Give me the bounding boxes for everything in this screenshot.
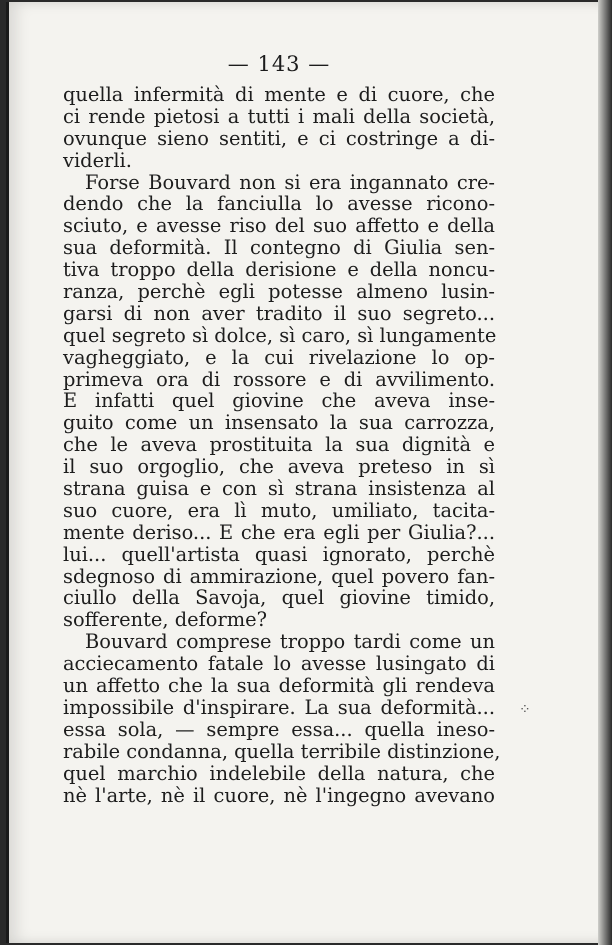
text-line: viderli.: [63, 148, 132, 172]
text-line: garsi di non aver tradito il suo segreto...: [63, 301, 495, 325]
text-line: ciullo della Savoja, quel giovine timido,: [63, 586, 495, 610]
text-line: quella infermità di mente e di cuore, che: [63, 83, 495, 106]
text-line: sciuto, e avesse riso del suo affetto e della: [63, 214, 495, 238]
page-edge-shadow: [598, 0, 612, 945]
text-line: ranza, perchè egli potesse almeno lusin-: [63, 280, 495, 304]
text-line: ovunque sieno sentiti, e ci costringe a di-: [63, 126, 495, 150]
text-line: che le aveva prostituita la sua dignità e: [63, 433, 495, 457]
text-line: mente deriso... E che era egli per Giulia?...: [63, 520, 495, 544]
page-number: — 143 —: [227, 52, 331, 76]
text-line: guito come un insensato la sua carrozza,: [63, 411, 495, 435]
text-line: quel segreto sì dolce, sì caro, sì lungamente: [63, 323, 497, 347]
text-line: essa sola, — sempre essa... quella ineso-: [63, 717, 495, 741]
text-line: Bouvard comprese troppo tardi come un: [85, 630, 495, 654]
text-line: sofferente, deforme?: [63, 608, 267, 632]
ink-speck-decoration: ⁘: [519, 702, 531, 718]
text-line: nè l'arte, nè il cuore, nè l'ingegno avevano: [63, 783, 495, 807]
text-line: tiva troppo della derisione e della noncu-: [63, 258, 495, 282]
text-line: sdegnoso di ammirazione, quel povero fan-: [63, 564, 495, 588]
text-line: quel marchio indelebile della natura, che: [63, 761, 495, 785]
text-line: impossibile d'inspirare. La sua deformità...: [63, 695, 495, 719]
text-line: sua deformità. Il contegno di Giulia sen-: [63, 236, 495, 260]
book-page: [6, 2, 609, 943]
text-line: acciecamento fatale lo avesse lusingato di: [63, 652, 495, 676]
text-line: il suo orgoglio, che aveva preteso in sì: [63, 455, 495, 479]
body-text: [63, 83, 501, 807]
text-line: suo cuore, era lì muto, umiliato, tacita-: [63, 498, 495, 522]
text-line: Forse Bouvard non si era ingannato cre-: [85, 170, 495, 194]
text-line: ci rende pietosi a tutti i mali della società,: [63, 104, 495, 128]
text-line: dendo che la fanciulla lo avesse ricono-: [63, 192, 495, 216]
text-line: primeva ora di rossore e di avvilimento.: [63, 367, 495, 391]
text-line: E infatti quel giovine che aveva inse-: [63, 389, 495, 413]
text-line: strana guisa e con sì strana insistenza al: [63, 477, 495, 501]
text-line: un affetto che la sua deformità gli rendeva: [63, 674, 495, 698]
text-line: vagheggiato, e la cui rivelazione lo op-: [63, 345, 495, 369]
text-line: rabile condanna, quella terribile distinzione,: [63, 739, 501, 763]
text-line: lui... quell'artista quasi ignorato, perchè: [63, 542, 495, 566]
